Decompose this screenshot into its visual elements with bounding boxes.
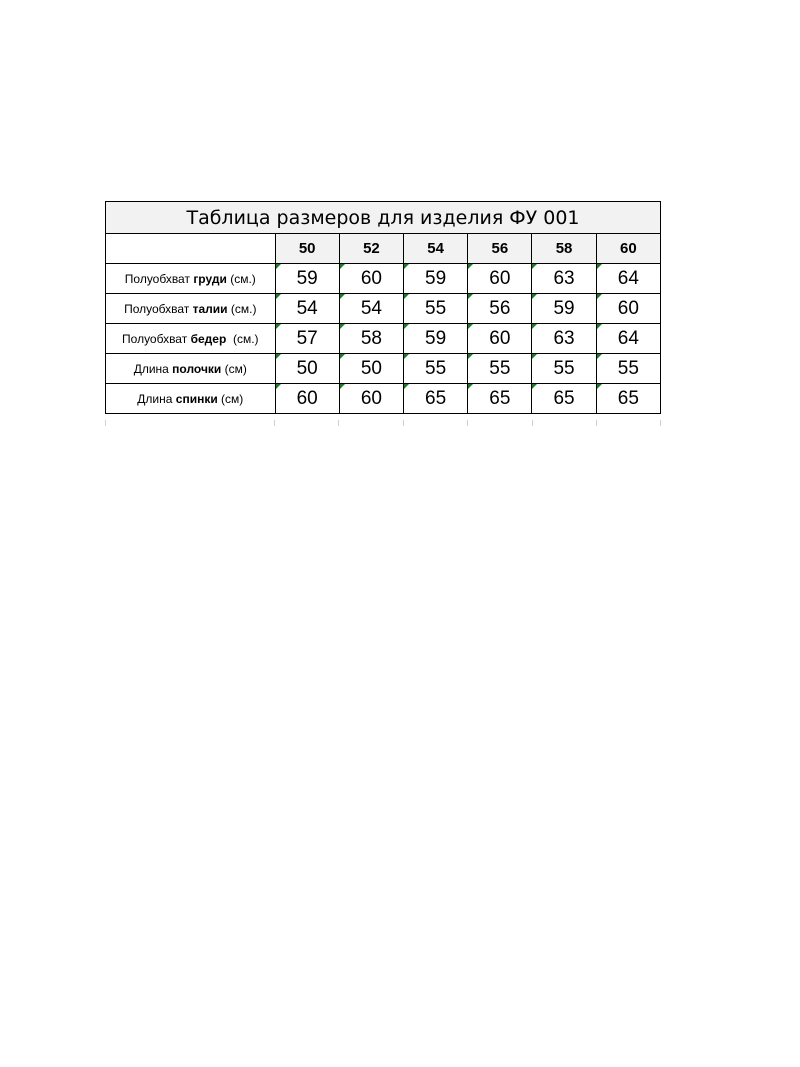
row-label-bold: талии [192,301,228,316]
value-cell: 60 [468,324,532,354]
value-cell: 50 [339,354,403,384]
cell-marker-icon [340,264,345,269]
value-cell: 59 [404,324,468,354]
gridline-tick [274,420,275,426]
value-cell: 55 [468,354,532,384]
value-cell: 65 [468,384,532,414]
value-cell: 57 [275,324,339,354]
gridline-tick [532,420,533,426]
cell-marker-icon [532,294,537,299]
value-cell: 63 [532,264,596,294]
size-header-cell: 58 [532,234,596,264]
cell-marker-icon [404,354,409,359]
cell-marker-icon [404,294,409,299]
value-cell: 59 [275,264,339,294]
row-label-suffix: (см.) [226,271,256,286]
size-header-cell: 50 [275,234,339,264]
cell-marker-icon [532,384,537,389]
table-row [106,354,661,384]
gridline-tick [338,420,339,426]
table-row [106,384,661,414]
value-cell: 60 [275,384,339,414]
size-table-container [105,201,661,414]
value-cell: 65 [404,384,468,414]
table-title: Таблица размеров для изделия ФУ 001 [106,202,661,234]
cell-marker-icon [532,264,537,269]
row-label [106,264,276,294]
value-cell: 65 [596,384,660,414]
row-label-prefix: Длина [133,361,173,376]
row-label-suffix: (см) [221,361,247,376]
cell-marker-icon [276,354,281,359]
gridline-tick [403,420,404,426]
cell-marker-icon [532,354,537,359]
cell-marker-icon [276,384,281,389]
cell-marker-icon [597,354,602,359]
gridline-tick [467,420,468,426]
corner-cell [106,234,276,264]
gridline-tick [105,420,106,426]
cell-marker-icon [468,324,473,329]
cell-marker-icon [276,324,281,329]
value-cell: 56 [468,294,532,324]
row-label-prefix: Длина [137,391,176,406]
value-cell: 50 [275,354,339,384]
value-cell: 59 [532,294,596,324]
size-table [105,201,661,414]
title-row [106,202,661,234]
size-header-cell: 52 [339,234,403,264]
cell-marker-icon [340,384,345,389]
value-cell: 64 [596,324,660,354]
value-cell: 60 [339,384,403,414]
row-label-bold: бедер [190,331,227,346]
cell-marker-icon [404,324,409,329]
cell-marker-icon [468,354,473,359]
cell-marker-icon [404,264,409,269]
row-label [106,384,276,414]
row-label [106,354,276,384]
value-cell: 55 [404,294,468,324]
row-label-prefix: Полуобхват [124,301,193,316]
row-label-bold: полочки [172,361,222,376]
gridline-tick [660,420,661,426]
row-label-bold: спинки [175,391,218,406]
size-header-row [106,234,661,264]
cell-marker-icon [404,384,409,389]
value-cell: 63 [532,324,596,354]
table-row [106,294,661,324]
cell-marker-icon [597,264,602,269]
size-header-cell: 60 [596,234,660,264]
row-label-bold: груди [193,271,227,286]
row-label [106,324,276,354]
cell-marker-icon [276,294,281,299]
cell-marker-icon [597,384,602,389]
size-header-cell: 54 [404,234,468,264]
cell-marker-icon [340,354,345,359]
value-cell: 64 [596,264,660,294]
table-row [106,324,661,354]
value-cell: 58 [339,324,403,354]
value-cell: 54 [275,294,339,324]
value-cell: 60 [468,264,532,294]
row-label-suffix: (см.) [226,331,259,346]
cell-marker-icon [532,324,537,329]
cell-marker-icon [597,324,602,329]
row-label [106,294,276,324]
value-cell: 55 [532,354,596,384]
cell-marker-icon [340,294,345,299]
cell-marker-icon [468,294,473,299]
cell-marker-icon [468,384,473,389]
gridline-tick [596,420,597,426]
row-label-suffix: (см) [217,391,244,406]
row-label-prefix: Полуобхват [124,271,194,286]
row-label-suffix: (см.) [227,301,257,316]
cell-marker-icon [597,294,602,299]
cell-marker-icon [468,264,473,269]
table-row [106,264,661,294]
value-cell: 55 [404,354,468,384]
value-cell: 59 [404,264,468,294]
value-cell: 55 [596,354,660,384]
value-cell: 65 [532,384,596,414]
cell-marker-icon [340,324,345,329]
cell-marker-icon [276,264,281,269]
value-cell: 60 [596,294,660,324]
size-header-cell: 56 [468,234,532,264]
value-cell: 60 [339,264,403,294]
value-cell: 54 [339,294,403,324]
row-label-prefix: Полуобхват [122,331,191,346]
